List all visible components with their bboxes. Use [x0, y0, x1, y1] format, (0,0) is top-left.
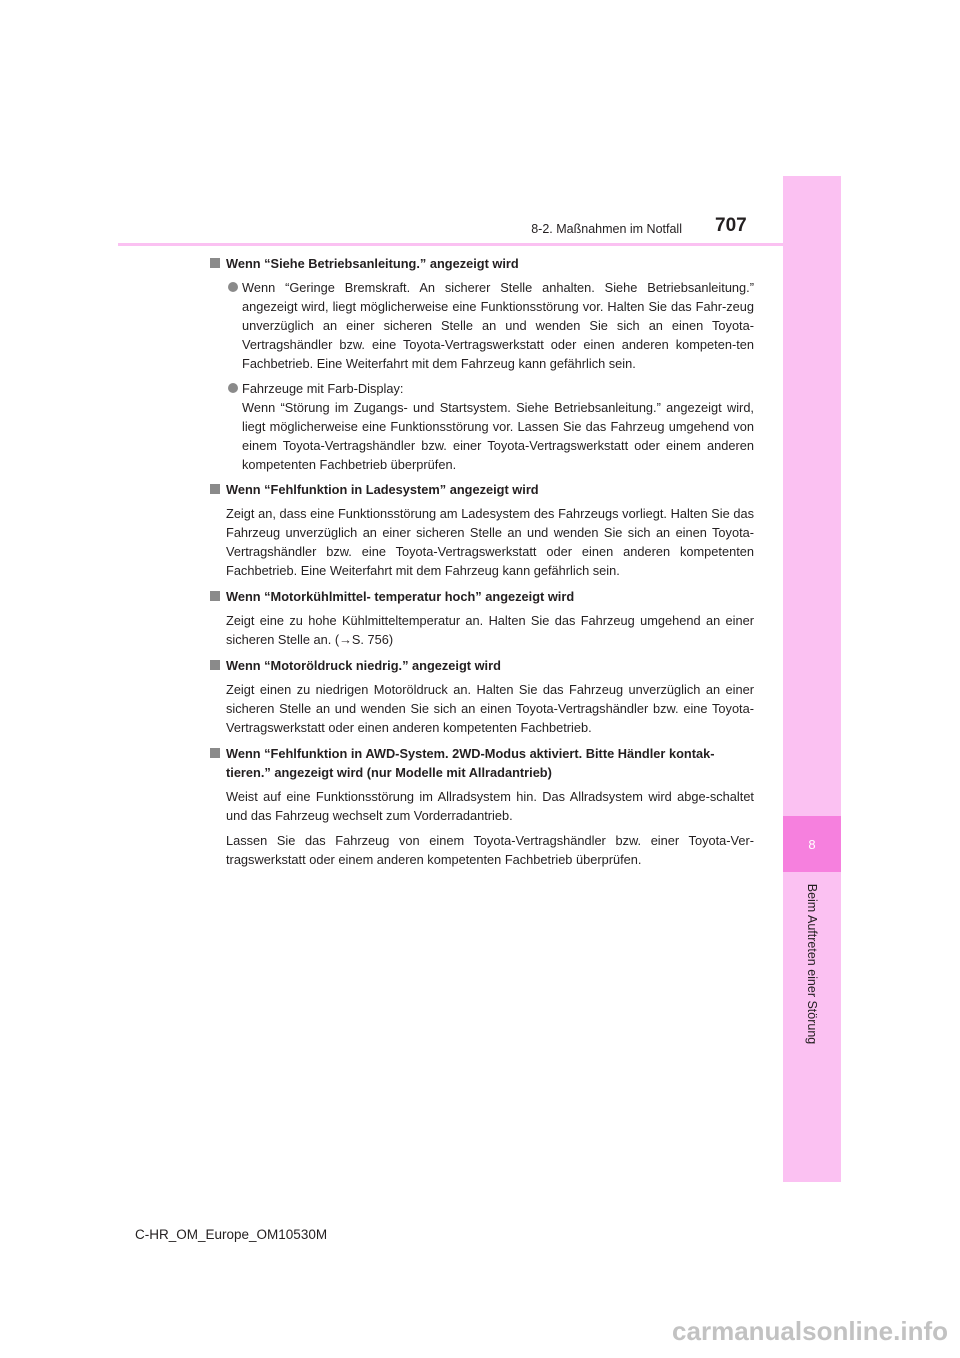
section-title: 8-2. Maßnahmen im Notfall — [531, 222, 682, 236]
header-divider — [118, 243, 783, 246]
section-heading: Wenn “Fehlfunktion in Ladesystem” angezeigt wird — [210, 480, 754, 499]
section-text: Weist auf eine Funktionsstörung im Allradsystem hin. Das Allradsystem wird abge-schaltet und das Fahrzeug wechselt zum Vorderradantrieb. — [226, 789, 754, 823]
list-item: Wenn “Geringe Bremskraft. An sicherer Stelle anhalten. Siehe Betriebsanleitung.” angezeigt wird, liegt möglicherweise eine Funktionsstörung vor. Halten Sie das Fahr-zeug unverzüglich an einer sicheren Stelle an und wenden Sie sich an einen Toyota-Vertragshändler bzw. eine Toyota-Vertragswerkstatt oder einen anderen kompeten-ten Fachbetrieb. Eine Weiterfahrt mit dem Fahrzeug kann gefährlich sein. — [226, 278, 754, 373]
section-heading: Wenn “Siehe Betriebsanleitung.” angezeigt wird — [210, 254, 754, 273]
page-number: 707 — [715, 215, 747, 236]
list-item-prefix: Fahrzeuge mit Farb-Display: — [242, 381, 404, 396]
round-bullet-icon — [228, 383, 238, 393]
page-content — [210, 254, 754, 876]
square-bullet-icon — [210, 484, 220, 494]
square-bullet-icon — [210, 748, 220, 758]
section-text: Lassen Sie das Fahrzeug von einem Toyota-Vertragshändler bzw. einer Toyota-Ver-tragswerkstatt oder einem anderen kompetenten Fachbetrieb überprüfen. — [226, 833, 754, 867]
square-bullet-icon — [210, 660, 220, 670]
section-heading: Wenn “Motorkühlmittel- temperatur hoch” angezeigt wird — [210, 587, 754, 606]
section-heading: Wenn “Motoröldruck niedrig.” angezeigt wird — [210, 656, 754, 675]
section-heading: Wenn “Fehlfunktion in AWD-System. 2WD-Modus aktiviert. Bitte Händler kontak-tieren.” angezeigt wird (nur Modelle mit Allradantrieb) — [210, 744, 754, 782]
chapter-title: Beim Auftreten einer Störung — [805, 883, 819, 1045]
list-item: Fahrzeuge mit Farb-Display: Wenn “Störung im Zugangs- und Startsystem. Siehe Betriebsanleitung.” angezeigt wird, liegt möglicherweise eine Funktionsstörung vor. Lassen Sie das Fahrzeug umgehend von einem Toyota-Vertragshändler bzw. einer Toyota-Vertragswerkstatt oder einem anderen kompetenten Fachbetrieb überprüfen. — [226, 379, 754, 474]
square-bullet-icon — [210, 258, 220, 268]
section-text: Zeigt einen zu niedrigen Motoröldruck an. Halten Sie das Fahrzeug unverzüglich an einer sicheren Stelle an und wenden Sie sich an einen Toyota-Vertragshändler bzw. eine Toyota-Vertragswerkstatt oder einen anderen kompetenten Fachbetrieb. — [226, 682, 754, 735]
watermark: carmanualsonline.info — [672, 1316, 948, 1346]
section-text: Zeigt eine zu hohe Kühlmitteltemperatur an. Halten Sie das Fahrzeug umgehend an einer sicheren Stelle an. (→S. 756) — [226, 613, 754, 647]
section-text: Zeigt an, dass eine Funktionsstörung am Ladesystem des Fahrzeugs vorliegt. Halten Sie das Fahrzeug unverzüglich an einer sicheren Stelle an und wenden Sie sich an einen Toyota-Vertragshändler bzw. eine Toyota-Vertragswerkstatt oder einen anderen kompetenten Fachbetrieb. Eine Weiterfahrt mit dem Fahrzeug kann gefährlich sein. — [226, 506, 754, 578]
square-bullet-icon — [210, 591, 220, 601]
round-bullet-icon — [228, 282, 238, 292]
chapter-number-tab[interactable] — [783, 816, 841, 872]
chapter-number: 8 — [808, 836, 816, 852]
document-code: C-HR_OM_Europe_OM10530M — [135, 1227, 328, 1242]
